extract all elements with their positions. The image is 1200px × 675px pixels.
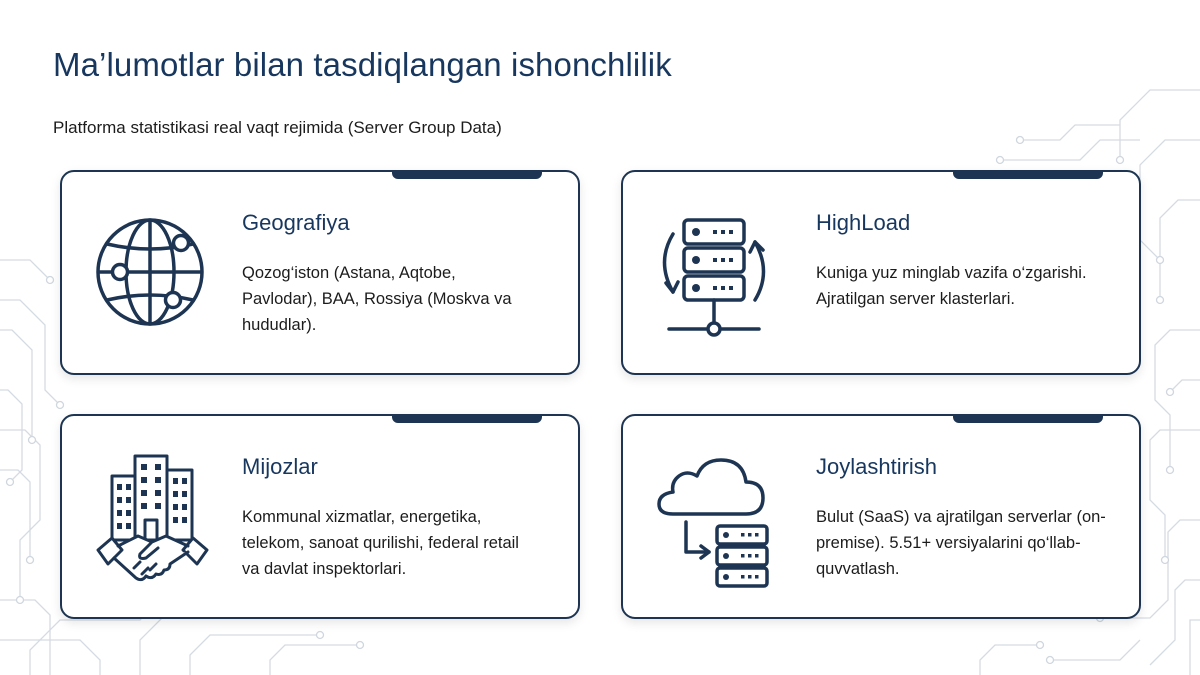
card-text: Kommunal xizmatlar, energetika, telekom, sanoat qurilishi, federal retail va davlat inspektorlari. bbox=[242, 508, 519, 578]
card-text: Kuniga yuz minglab vazifa o‘zgarishi. Ajratilgan server klasterlari. bbox=[816, 264, 1087, 308]
card-deployment bbox=[621, 414, 1141, 619]
card-clients bbox=[60, 414, 580, 619]
card-accent-tab bbox=[392, 414, 542, 423]
page-title: Ma’lumotlar bilan tasdiqlangan ishonchlilik bbox=[53, 46, 672, 83]
buildings-handshake-icon bbox=[90, 450, 215, 585]
card-title: HighLoad bbox=[816, 210, 911, 235]
card-highload bbox=[621, 170, 1141, 375]
card-title: Mijozlar bbox=[242, 454, 318, 479]
card-accent-tab bbox=[953, 414, 1103, 423]
cloud-server-icon bbox=[651, 452, 776, 592]
card-geography bbox=[60, 170, 580, 375]
globe-network-icon bbox=[90, 212, 215, 337]
card-title: Joylashtirish bbox=[816, 454, 938, 479]
server-sync-icon bbox=[651, 212, 776, 337]
card-title: Geografiya bbox=[242, 210, 350, 235]
card-text: Qozog‘iston (Astana, Aqtobe, Pavlodar), BAA, Rossiya (Moskva va hududlar). bbox=[242, 264, 512, 334]
page-subtitle: Platforma statistikasi real vaqt rejimida (Server Group Data) bbox=[53, 118, 502, 137]
card-accent-tab bbox=[392, 170, 542, 179]
card-accent-tab bbox=[953, 170, 1103, 179]
card-text: Bulut (SaaS) va ajratilgan serverlar (on-premise). 5.51+ versiyalarini qo‘llab-quvvatlash. bbox=[816, 508, 1106, 578]
